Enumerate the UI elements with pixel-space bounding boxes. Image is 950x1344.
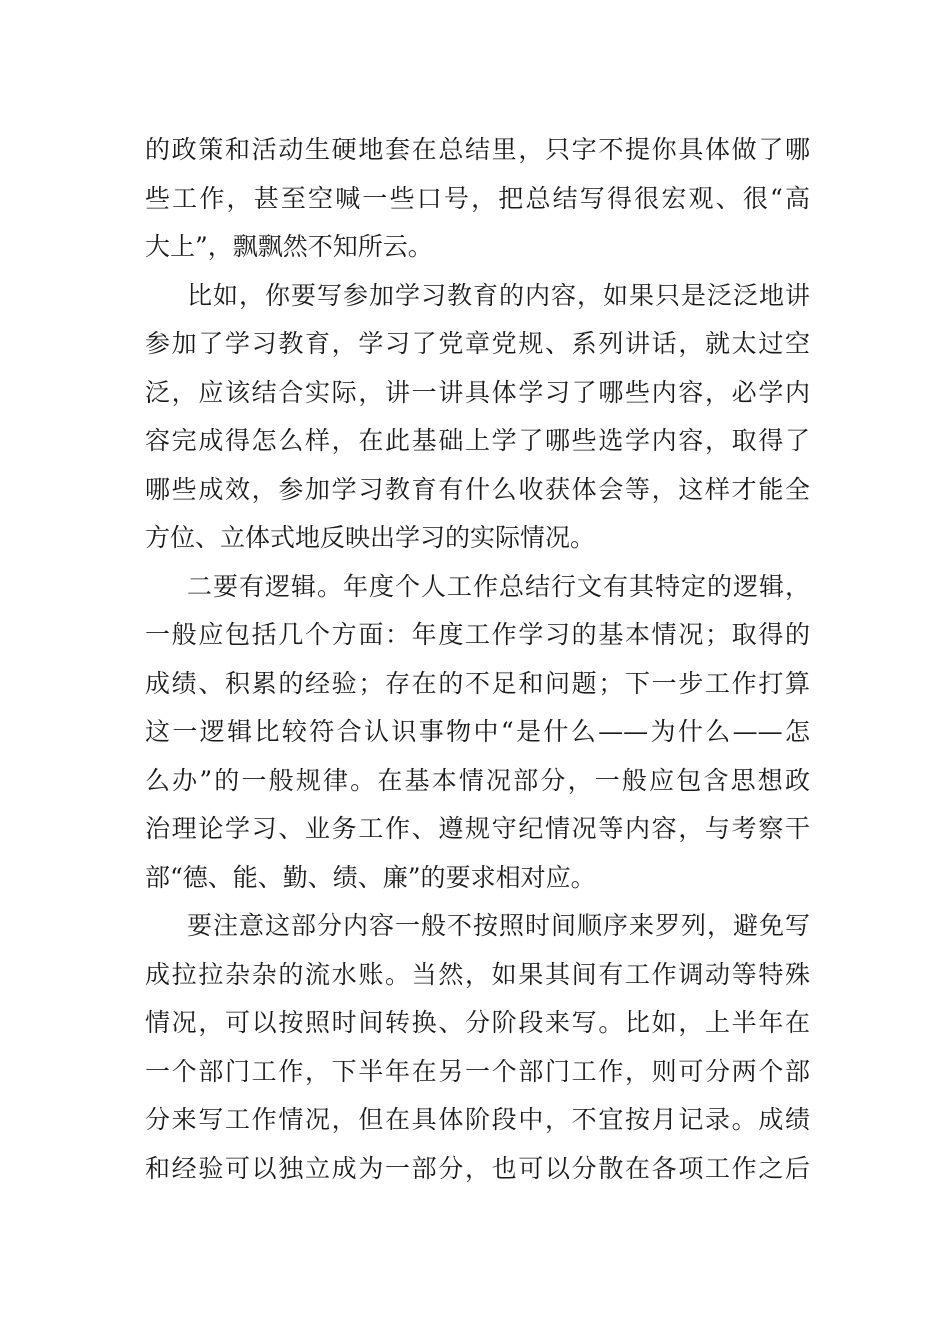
text-line: 些工作，甚至空喊一些口号，把总结写得很宏观、很“高: [145, 183, 810, 213]
paragraph-start-line: 比如，你要写参加学习教育的内容，如果只是泛泛地讲: [187, 280, 810, 310]
text-line: 部“德、能、勤、绩、廉”的要求相对应。: [145, 862, 596, 892]
text-line: 情况，可以按照时间转换、分阶段来写。比如，上半年在: [145, 1008, 810, 1037]
text-line: 的政策和活动生硬地套在总结里，只字不提你具体做了哪: [145, 135, 810, 164]
text-line: 哪些成效，参加学习教育有什么收获体会等，这样才能全: [145, 474, 810, 504]
text-line: 方位、立体式地反映出学习的实际情况。: [145, 523, 596, 552]
paragraph-start-line: 二要有逻辑。年度个人工作总结行文有其特定的逻辑，: [187, 571, 810, 601]
text-line: 分来写工作情况，但在具体阶段中，不宜按月记录。成绩: [145, 1105, 810, 1134]
body-text: [145, 126, 810, 1193]
text-line: 大上”，飘飘然不知所云。: [145, 232, 433, 261]
text-line: 一般应包括几个方面：年度工作学习的基本情况；取得的: [145, 620, 810, 649]
text-line: 么办”的一般规律。在基本情况部分，一般应包含思想政: [145, 765, 810, 795]
text-line: 这一逻辑比较符合认识事物中“是什么——为什么——怎: [145, 717, 810, 746]
text-line: 参加了学习教育，学习了党章党规、系列讲话，就太过空: [145, 329, 810, 358]
text-line: 治理论学习、业务工作、遵规守纪情况等内容，与考察干: [145, 814, 810, 843]
text-line: 一个部门工作，下半年在另一个部门工作，则可分两个部: [145, 1056, 810, 1086]
text-line: 成绩、积累的经验；存在的不足和问题；下一步工作打算: [145, 668, 810, 698]
text-line: 和经验可以独立成为一部分，也可以分散在各项工作之后: [145, 1153, 810, 1183]
text-line: 泛，应该结合实际，讲一讲具体学习了哪些内容，必学内: [145, 377, 810, 407]
paragraph-start-line: 要注意这部分内容一般不按照时间顺序来罗列，避免写: [187, 911, 810, 940]
text-line: 成拉拉杂杂的流水账。当然，如果其间有工作调动等特殊: [145, 959, 810, 989]
text-line: 容完成得怎么样，在此基础上学了哪些选学内容，取得了: [145, 426, 810, 455]
